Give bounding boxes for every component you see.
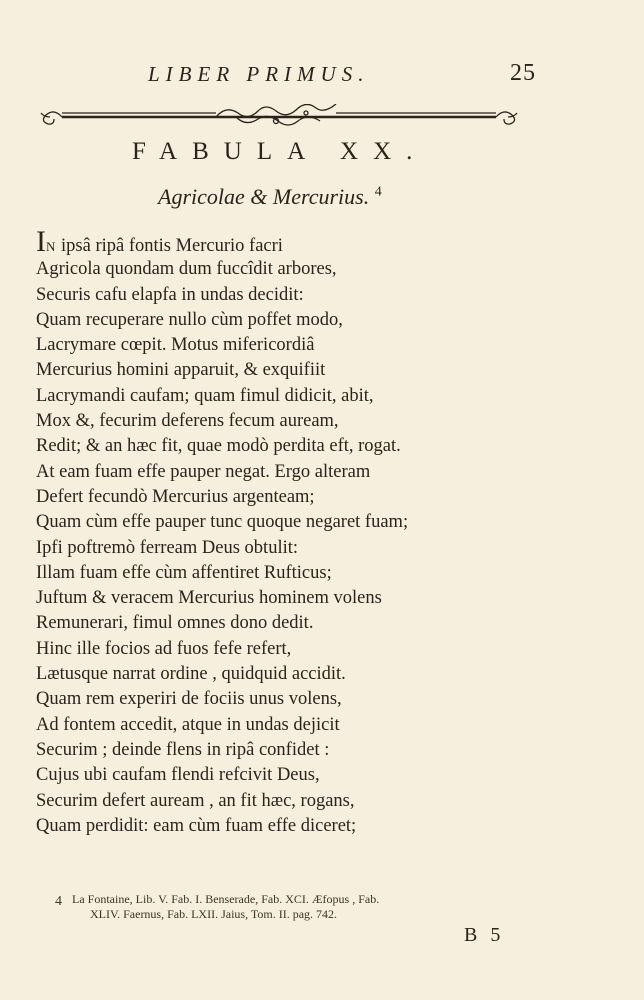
decorative-rule-ornament [36,104,522,130]
signature-mark: B 5 [464,924,505,946]
verse-line: Securim defert auream , an fit hæc, rogans, [36,790,355,811]
verse-line: Redit; & an hæc fit, quae modò perdita eft, rogat. [36,436,401,457]
verse-line: Securim ; deinde flens in ripâ confidet : [36,739,330,760]
verse-line: Remunerari, fimul omnes dono dedit. [36,613,314,634]
verse-line: Juftum & veracem Mercurius hominem volens [36,588,382,609]
fable-subtitle-text: Agricolae & Mercurius. [158,184,370,209]
verse-line: Ad fontem accedit, atque in undas dejicit [36,714,340,735]
footnote-reference-marker: 4 [374,184,382,200]
footnote-line: La Fontaine, Lib. V. Fab. I. Benserade, Fab. XCI. Æfopus , Fab. [72,892,380,906]
verse-line: At eam fuam effe pauper negat. Ergo alteram [36,461,371,482]
verse-line: Mercurius homini apparuit, & exquifiit [36,360,326,381]
first-word-small-caps: N [46,239,57,254]
verse-text [36,225,546,839]
footnote-mark: 4 [55,894,62,909]
verse-line: Cujus ubi caufam flendi refcivit Deus, [36,765,320,786]
verse-line: Quam cùm effe pauper tunc quoque negaret fuam; [36,512,409,533]
verse-line: Quam recuperare nullo cùm poffet modo, [36,309,343,330]
fable-subtitle [158,184,382,210]
footnote-line: XLIV. Faernus, Fab. LXII. Jaius, Tom. II. pag. 742. [90,907,338,921]
verse-line: Quam rem experiri de fociis unus volens, [36,689,342,710]
verse-line: Lacrymandi caufam; quam fimul didicit, abit, [36,385,374,406]
verse-line: Lacrymare cœpit. Motus mifericordiâ [36,335,315,356]
verse-line: Agricola quondam dum fuccîdit arbores, [36,259,337,280]
verse-line: Quam perdidit: eam cùm fuam effe diceret; [36,815,357,836]
verse-line-text: ipsâ ripâ fontis Mercurio facri [56,236,283,256]
fable-title: FABULA XX. [132,138,428,165]
verse-line: Illam fuam effe cùm affentiret Rufticus; [36,562,332,583]
footnote [55,892,550,922]
verse-line: Lætusque narrat ordine , quidquid accidit. [36,664,346,685]
verse-line: Defert fecundò Mercurius argenteam; [36,486,315,507]
verse-line: Hinc ille focios ad fuos fefe refert, [36,638,292,659]
drop-initial: I [36,225,46,258]
page-number: 25 [510,60,536,86]
running-head: LIBER PRIMUS. [148,62,370,86]
verse-line: Mox &, fecurim deferens fecum auream, [36,411,339,432]
verse-line: Ipfi poftremò ferream Deus obtulit: [36,537,298,558]
verse-line: Securis cafu elapfa in undas decidit: [36,284,304,305]
verse-line [36,225,546,258]
